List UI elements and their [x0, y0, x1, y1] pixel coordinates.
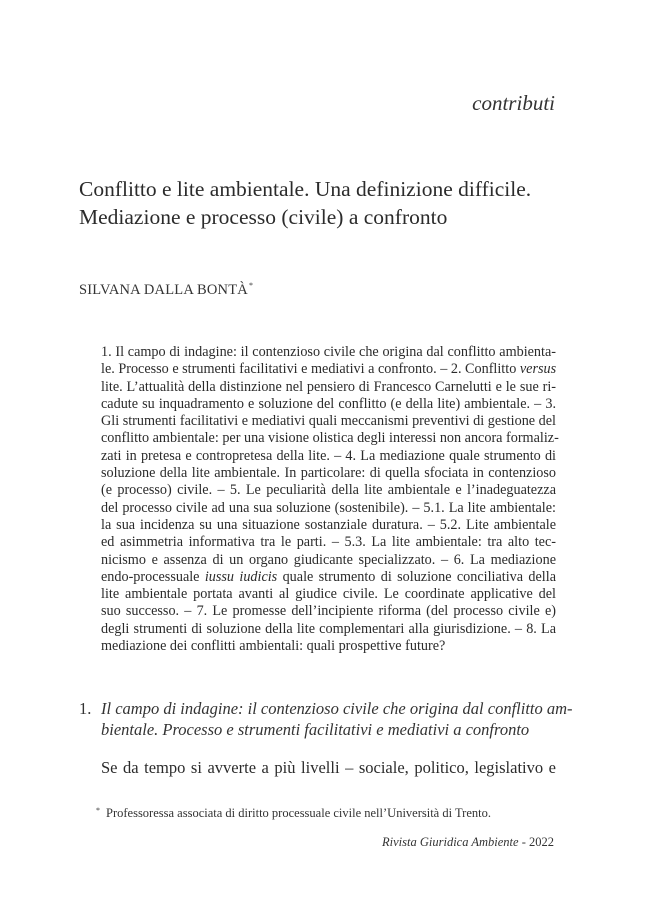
- footer-separator: -: [518, 835, 529, 849]
- summary-line: endo-processuale iussu iudicis quale strumento di soluzione conciliativa della: [101, 568, 556, 585]
- summary-line: conflitto ambientale: per una visione olistica degli interessi non ancora formaliz-: [101, 430, 559, 447]
- section-label: contributi: [472, 91, 555, 115]
- summary: [101, 344, 559, 655]
- author-name: SILVANA DALLA BONTÀ: [79, 282, 248, 298]
- author-footnote-marker: *: [248, 281, 254, 290]
- summary-line: la sua incidenza su una situazione sostanziale duratura. – 5.2. Lite ambientale: [101, 516, 556, 533]
- summary-line: lite. L’attualità della distinzione nel pensiero di Francesco Carnelutti e le sue ri-: [101, 378, 556, 395]
- summary-line: cadute su inquadramento e soluzione del conflitto (e della lite) ambientale. – 3.: [101, 395, 556, 412]
- title-line: Mediazione e processo (civile) a confronto: [79, 205, 448, 229]
- summary-line: ed asimmetria informativa tra le parti. – 5.3. La lite ambientale: tra alto tec-: [101, 534, 556, 551]
- running-footer: [382, 835, 554, 850]
- summary-line: 1. Il campo di indagine: il contenzioso civile che origina dal conflitto ambienta-: [101, 344, 556, 360]
- footnote-marker: *: [96, 806, 100, 815]
- summary-line: le. Processo e strumenti facilitativi e mediativi a confronto. – 2. Conflitto versus: [101, 361, 557, 378]
- summary-line: degli strumenti di soluzione della lite complementari alla giurisdizione. – 8. La: [101, 620, 556, 637]
- summary-line: mediazione dei conflitti ambientali: quali prospettive future?: [101, 638, 446, 655]
- journal-name: Rivista Giuridica Ambiente: [382, 835, 519, 849]
- summary-line: lite ambientale portata avanti al giudice civile. Le coordinate applicative del: [101, 586, 556, 603]
- summary-line: suo successo. – 7. Le promesse dell’incipiente riforma (del processo civile e): [101, 603, 556, 620]
- section-heading-line: bientale. Processo e strumenti facilitativi e mediativi a confronto: [101, 720, 530, 739]
- section-heading: [79, 698, 573, 740]
- section-heading-line: Il campo di indagine: il contenzioso civile che origina dal conflitto am-: [101, 699, 573, 718]
- section-number: 1.: [79, 699, 92, 718]
- summary-italic-iussu-iudicis: iussu iudicis: [204, 568, 278, 585]
- body-paragraph: Se da tempo si avverte a più livelli – sociale, politico, legislativo e: [101, 758, 556, 777]
- summary-line: zati in pretesa e contropretesa della lite. – 4. La mediazione quale strumento di: [101, 447, 556, 464]
- title-line: Conflitto e lite ambientale. Una definizione difficile.: [79, 177, 532, 201]
- summary-line: nicismo e assenza di un organo giudicante specializzato. – 6. La mediazione: [101, 551, 556, 568]
- summary-italic-versus: versus: [519, 361, 557, 378]
- footnote: [96, 806, 491, 821]
- author: [79, 281, 253, 299]
- footnote-text: Professoressa associata di diritto processuale civile nell’Università di Trento.: [106, 806, 491, 820]
- summary-line: (e processo) civile. – 5. Le peculiarità della lite ambientale e l’inadeguatezza: [101, 482, 556, 499]
- article-title: [79, 175, 579, 231]
- summary-line: Gli strumenti facilitativi e mediativi quali meccanismi preventivi di gestione del: [101, 413, 556, 430]
- summary-line: del processo civile ad una sua soluzione (sostenibile). – 5.1. La lite ambientale:: [101, 499, 556, 516]
- journal-year: 2022: [529, 835, 554, 849]
- summary-line: soluzione della lite ambientale. In particolare: di quella sfociata in contenzioso: [101, 465, 556, 482]
